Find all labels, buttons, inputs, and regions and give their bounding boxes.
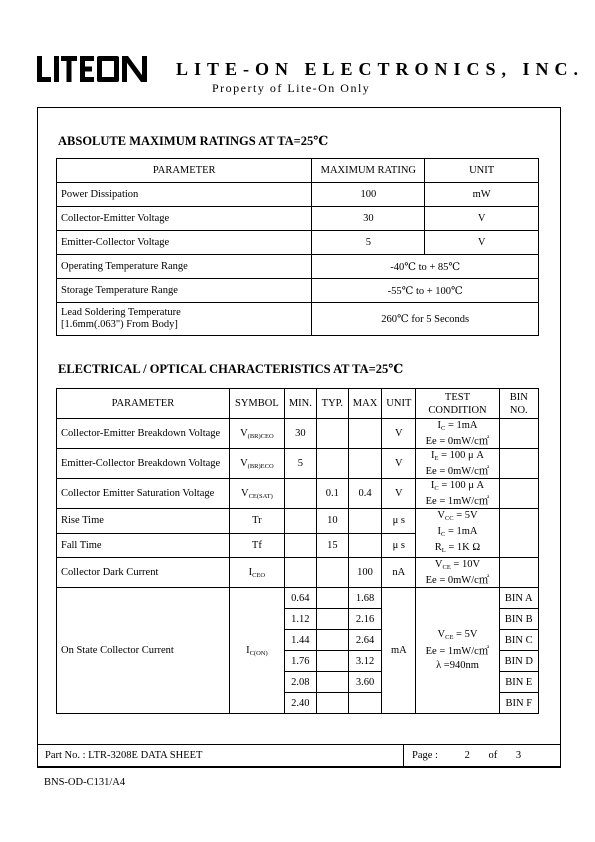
param-cell: Rise Time	[57, 509, 230, 534]
condition-text: I	[437, 420, 441, 431]
rating-cell: 260℃ for 5 Seconds	[312, 303, 539, 336]
symbol-cell	[229, 558, 284, 588]
table-row	[57, 558, 539, 588]
max-cell: 3.60	[348, 672, 382, 693]
condition-subscript: E	[434, 455, 439, 462]
condition-text: = 5V	[453, 510, 478, 521]
table-row	[57, 231, 539, 255]
max-cell	[348, 533, 382, 558]
header-line: TEST	[444, 391, 471, 403]
rating-cell: 5	[312, 231, 425, 255]
symbol-cell	[229, 449, 284, 479]
typ-cell: 15	[316, 533, 348, 558]
max-cell	[348, 449, 382, 479]
param-cell: Collector-Emitter Breakdown Voltage	[57, 419, 230, 449]
max-cell: 3.12	[348, 651, 382, 672]
condition-subscript: C	[440, 531, 446, 538]
part-number: Part No. : LTR-3208E DATA SHEET	[45, 750, 203, 761]
condition-text: Ee = 1mW/c㎡	[425, 646, 490, 657]
unit-cell: nA	[382, 558, 416, 588]
max-cell: 100	[348, 558, 382, 588]
symbol-text: V	[240, 427, 248, 439]
min-cell: 1.12	[284, 609, 316, 630]
unit-cell: V	[382, 479, 416, 509]
condition-subscript: C	[434, 485, 439, 492]
param-cell	[57, 303, 312, 336]
symbol-subscript: (BR)CEO	[247, 432, 274, 440]
symbol-subscript: C(ON)	[249, 649, 268, 657]
min-cell	[284, 558, 316, 588]
param-line: Lead Soldering Temperature	[61, 307, 181, 318]
max-cell	[348, 509, 382, 534]
condition-text: = 1mA	[445, 420, 478, 431]
condition-text: = 1mA	[445, 526, 478, 537]
unit-cell: μ s	[382, 533, 416, 558]
symbol-cell: Tf	[229, 533, 284, 558]
bin-cell: BIN E	[499, 672, 538, 693]
table-header-row	[57, 159, 539, 183]
typ-cell	[316, 651, 348, 672]
condition-text: = 100 μ A	[438, 450, 484, 461]
header-max-rating: MAXIMUM RATING	[312, 159, 425, 183]
bin-cell: BIN B	[499, 609, 538, 630]
param-cell: Emitter-Collector Breakdown Voltage	[57, 449, 230, 479]
param-cell: Collector Emitter Saturation Voltage	[57, 479, 230, 509]
min-cell: 5	[284, 449, 316, 479]
unit-cell: V	[382, 419, 416, 449]
min-cell: 30	[284, 419, 316, 449]
header-parameter: PARAMETER	[57, 159, 312, 183]
condition-subscript: CE	[445, 634, 454, 641]
condition-cell	[416, 449, 499, 479]
param-cell: Collector Dark Current	[57, 558, 230, 588]
rating-cell: -40℃ to + 85℃	[312, 255, 539, 279]
header-parameter: PARAMETER	[57, 389, 230, 419]
header-unit: UNIT	[382, 389, 416, 419]
typ-cell: 0.1	[316, 479, 348, 509]
unit-cell: μ s	[382, 509, 416, 534]
unit-cell: mA	[382, 588, 416, 714]
header-typ: TYP.	[316, 389, 348, 419]
max-cell: 1.68	[348, 588, 382, 609]
symbol-subscript: CEO	[252, 571, 266, 579]
table-row	[57, 183, 539, 207]
param-cell: Collector-Emitter Voltage	[57, 207, 312, 231]
symbol-cell: Tr	[229, 509, 284, 534]
condition-subscript: CC	[444, 515, 454, 522]
header-unit: UNIT	[425, 159, 539, 183]
bin-cell	[499, 509, 538, 558]
symbol-text: I	[246, 644, 250, 656]
min-cell: 1.44	[284, 630, 316, 651]
max-cell	[348, 419, 382, 449]
page-number: 2	[464, 750, 470, 761]
bin-cell	[499, 419, 538, 449]
bin-cell: BIN A	[499, 588, 538, 609]
condition-text: = 100 μ A	[438, 480, 485, 491]
page-total: 3	[515, 750, 522, 761]
bin-cell	[499, 479, 538, 509]
footer-bar	[37, 744, 561, 768]
condition-text: V	[437, 629, 446, 640]
min-cell: 2.08	[284, 672, 316, 693]
condition-subscript: C	[440, 425, 446, 432]
section-title-absolute-max: ABSOLUTE MAXIMUM RATINGS AT TA=25℃	[58, 134, 329, 148]
bin-cell: BIN C	[499, 630, 538, 651]
bin-cell: BIN F	[499, 693, 538, 714]
symbol-cell	[229, 419, 284, 449]
condition-text: = 1K Ω	[445, 542, 481, 553]
typ-cell	[316, 419, 348, 449]
typ-cell	[316, 693, 348, 714]
max-cell: 2.64	[348, 630, 382, 651]
table-row	[57, 419, 539, 449]
param-cell: Operating Temperature Range	[57, 255, 312, 279]
param-cell: On State Collector Current	[57, 588, 230, 714]
param-cell: Fall Time	[57, 533, 230, 558]
unit-cell: V	[425, 231, 539, 255]
typ-cell	[316, 449, 348, 479]
property-notice: Property of Lite-On Only	[212, 81, 371, 95]
symbol-subscript: CE(SAT)	[248, 492, 273, 500]
unit-cell: V	[382, 449, 416, 479]
typ-cell	[316, 630, 348, 651]
condition-cell	[416, 509, 499, 558]
page-label: Page :	[412, 750, 438, 761]
condition-text: I	[430, 480, 435, 491]
typ-cell	[316, 609, 348, 630]
condition-cell	[416, 588, 499, 714]
table-row	[57, 279, 539, 303]
min-cell	[284, 509, 316, 534]
document-code: BNS-OD-C131/A4	[44, 777, 126, 788]
typ-cell: 10	[316, 509, 348, 534]
bin-cell	[499, 558, 538, 588]
table-row	[57, 509, 539, 534]
condition-text: = 10V	[450, 559, 481, 570]
header-line: BIN	[509, 391, 528, 403]
header-line: NO.	[509, 404, 528, 416]
table-header-row	[57, 389, 539, 419]
bin-cell	[499, 449, 538, 479]
symbol-text: I	[248, 566, 253, 578]
typ-cell	[316, 558, 348, 588]
typ-cell	[316, 588, 348, 609]
max-cell: 0.4	[348, 479, 382, 509]
rating-cell: 30	[312, 207, 425, 231]
table-row	[57, 479, 539, 509]
header-symbol: SYMBOL	[229, 389, 284, 419]
electrical-optical-table	[56, 388, 539, 714]
table-row	[57, 588, 539, 609]
condition-text: I	[431, 450, 435, 461]
rating-cell: -55℃ to + 100℃	[312, 279, 539, 303]
header-test-condition	[416, 389, 499, 419]
condition-text: Ee = 0mW/c㎡	[425, 436, 490, 447]
min-cell	[284, 479, 316, 509]
param-cell: Power Dissipation	[57, 183, 312, 207]
min-cell: 0.64	[284, 588, 316, 609]
header-line: CONDITION	[428, 404, 487, 416]
condition-cell	[416, 419, 499, 449]
liteon-logo	[37, 56, 147, 82]
table-row	[57, 255, 539, 279]
unit-cell: V	[425, 207, 539, 231]
max-cell	[348, 693, 382, 714]
footer-divider	[403, 745, 404, 767]
min-cell	[284, 533, 316, 558]
unit-cell: mW	[425, 183, 539, 207]
param-cell: Storage Temperature Range	[57, 279, 312, 303]
condition-text: Ee = 0mW/c㎡	[425, 575, 490, 586]
min-cell: 1.76	[284, 651, 316, 672]
condition-text: I	[437, 526, 441, 537]
param-line: [1.6mm(.063") From Body]	[61, 319, 178, 330]
condition-subscript: CE	[442, 564, 451, 571]
symbol-text: V	[240, 487, 249, 499]
rating-cell: 100	[312, 183, 425, 207]
typ-cell	[316, 672, 348, 693]
symbol-cell	[229, 479, 284, 509]
page-indicator	[412, 750, 521, 761]
header-bin-no	[499, 389, 538, 419]
symbol-text: V	[240, 457, 248, 469]
section-title-electrical-optical: ELECTRICAL / OPTICAL CHARACTERISTICS AT TA=25℃	[58, 362, 404, 376]
table-row	[57, 449, 539, 479]
symbol-subscript: (BR)ECO	[247, 462, 274, 470]
bin-cell: BIN D	[499, 651, 538, 672]
header-min: MIN.	[284, 389, 316, 419]
condition-text: Ee = 0mW/c㎡	[425, 466, 490, 477]
condition-text: V	[434, 559, 443, 570]
condition-text: V	[437, 510, 445, 521]
condition-cell	[416, 558, 499, 588]
condition-cell	[416, 479, 499, 509]
condition-text: R	[434, 542, 442, 553]
header-max: MAX	[348, 389, 382, 419]
table-row	[57, 207, 539, 231]
absolute-max-ratings-table	[56, 158, 539, 336]
table-row	[57, 303, 539, 336]
condition-text: λ =940nm	[436, 660, 479, 671]
max-cell: 2.16	[348, 609, 382, 630]
company-name: LITE-ON ELECTRONICS, INC.	[176, 59, 585, 79]
page-of-label: of	[488, 750, 498, 761]
min-cell: 2.40	[284, 693, 316, 714]
condition-text: = 5V	[453, 629, 478, 640]
condition-subscript: L	[441, 547, 446, 554]
condition-text: Ee = 1mW/c㎡	[425, 496, 490, 507]
symbol-cell	[229, 588, 284, 714]
param-cell: Emitter-Collector Voltage	[57, 231, 312, 255]
